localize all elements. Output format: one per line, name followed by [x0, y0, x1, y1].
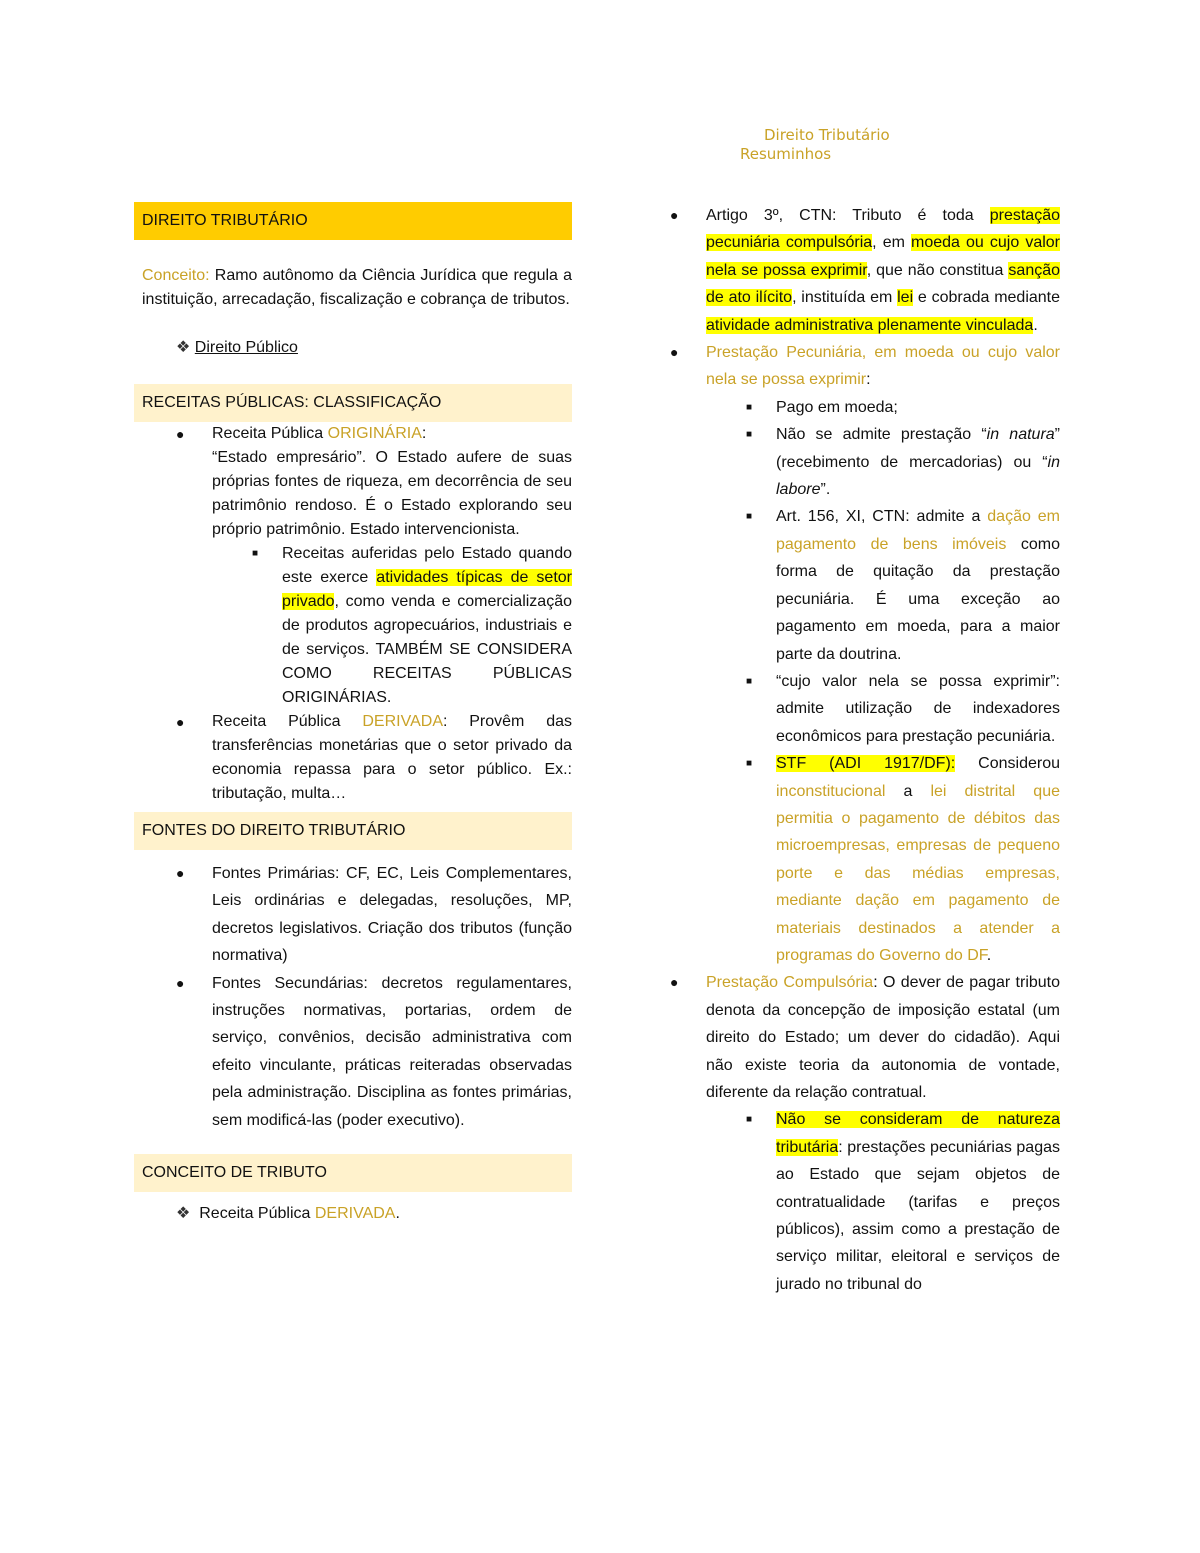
- page-header: [740, 126, 940, 164]
- bullet-icon: ●: [176, 714, 185, 730]
- highlight-atividades: atividades típicas de setor privado: [282, 569, 572, 610]
- bullet-icon: ●: [176, 426, 185, 442]
- sub-item-art-156: ■ Art. 156, XI, CTN: admite a dação em pagamento de bens imóveis como forma de quitação da prestação pecuniária. É uma exceção ao pagamento em moeda, para a maior parte da doutrina.: [776, 503, 1060, 667]
- list-item-originaria: ● Receita Pública ORIGINÁRIA: “Estado empresário”. O Estado aufere de suas próprias fontes de riqueza, em decorrência de seu patrimônio rendoso. É o Estado explorando seu próprio patrimônio. Estado intervencionista. ■ Receitas auferidas pelo Estado quando este exerce atividades típicas de setor privado, como venda e comercialização de produtos agropecuários, industriais e de serviços. TAMBÉM SE CONSIDERA COMO RECEITAS PÚBLICAS ORIGINÁRIAS.: [212, 422, 572, 710]
- bullet-icon: ●: [670, 344, 679, 361]
- list-item-fontes-secundarias: ● Fontes Secundárias: decretos regulamentares, instruções normativas, portarias, ordem de serviço, convênios, decisão administrativa com efeito vinculante, práticas reiteradas observadas pela administração. Disciplina as fontes primárias, sem modificá-las (poder executivo).: [212, 970, 572, 1134]
- square-bullet-icon: ■: [252, 548, 259, 559]
- sub-item-in-natura: ■ Não se admite prestação “in natura” (recebimento de mercadorias) ou “in labore”.: [776, 421, 1060, 503]
- bullet-icon: ●: [176, 974, 185, 991]
- bullet-icon: ●: [670, 974, 679, 991]
- conceito-label: Conceito:: [142, 267, 210, 284]
- list-item-derivada: ● Receita Pública DERIVADA: Provêm das transferências monetárias que o setor privado da economia repassa para o setor público. Ex.: tributação, multa…: [212, 710, 572, 806]
- sub-item-stf: ■ STF (ADI 1917/DF): Considerou inconstitucional a lei distrital que permitia o pagamento de débitos das microempresas, empresas de pequeno porte e das médias empresas, mediante dação em pagamento de materiais destinados a atender a programas do Governo do DF.: [776, 750, 1060, 969]
- derivada-word-2: DERIVADA: [314, 1205, 396, 1223]
- right-list: [670, 202, 1061, 1298]
- section-heading-direito-tributario: DIREITO TRIBUTÁRIO: [134, 202, 572, 240]
- sub-item-indexadores: ■ “cujo valor nela se possa exprimir”: admite utilização de indexadores econômicos para prestação pecuniária.: [776, 668, 1060, 750]
- conceito-text: Ramo autônomo da Ciência Jurídica que regula a instituição, arrecadação, fiscalização e cobrança de tributos.: [142, 267, 572, 308]
- derivada-word: DERIVADA: [362, 713, 443, 730]
- bullet-icon: ●: [670, 207, 679, 223]
- square-bullet-icon: ■: [746, 675, 753, 687]
- originaria-text: “Estado empresário”. O Estado aufere de suas próprias fontes de riqueza, em decorrência de seu patrimônio rendoso. É o Estado explorando seu próprio patrimônio. Estado intervencionista.: [212, 449, 572, 538]
- diamond-bullet-icon: ❖: [176, 1205, 191, 1223]
- square-bullet-icon: ■: [746, 1114, 753, 1126]
- section-heading-conceito-tributo: CONCEITO DE TRIBUTO: [134, 1154, 572, 1192]
- originaria-word: ORIGINÁRIA: [327, 425, 422, 442]
- direito-publico-item: [134, 336, 572, 360]
- square-bullet-icon: ■: [746, 758, 753, 770]
- list-item-prestacao-pecuniaria: ● Prestação Pecuniária, em moeda ou cujo valor nela se possa exprimir: ■ Pago em moeda; ■ Não se admite prestação “in natura” (recebimento de mercadorias) ou “in labore”. ■ Art. 156, XI, CTN: admite a dação em pagamento de bens imóveis como forma de quitação da prestação pecuniária. É uma exceção ao pagamento em moeda, para a maior parte da doutrina. ■ “cujo valor nela se possa exprimir”: admite utilização de indexadores econômicos para prestação pecuniária. ■ STF (ADI 1917/DF): Considerou inconstitucional a lei distrital que permitia o pagamento de débitos das microempresas, empresas de pequeno porte e das médias empresas, mediante dação em pagamento de materiais destinados a atender a programas do Governo do DF.: [706, 339, 1060, 969]
- left-column: [134, 202, 572, 1226]
- direito-publico-text: Direito Público: [194, 339, 298, 356]
- sub-item-natureza-tributaria: ■ Não se consideram de natureza tributária: prestações pecuniárias pagas ao Estado que sejam objetos de contratualidade (tarifas e preços públicos), assim como a prestação de serviço militar, eleitoral e serviços de jurado no tribunal do: [776, 1106, 1060, 1298]
- list-item-prestacao-compulsoria: ● Prestação Compulsória: O dever de pagar tributo denota da concepção de imposição estatal (um direito do Estado; um dever do cidadão). Aqui não existe teoria da autonomia de vontade, diferente da relação contratual. ■ Não se consideram de natureza tributária: prestações pecuniárias pagas ao Estado que sejam objetos de contratualidade (tarifas e preços públicos), assim como a prestação de serviço militar, eleitoral e serviços de jurado no tribunal do: [706, 969, 1060, 1298]
- square-bullet-icon: ■: [746, 429, 753, 441]
- diamond-bullet-icon: ❖: [176, 339, 191, 356]
- conceito-paragraph: [134, 264, 572, 312]
- list-item-artigo-3: ● Artigo 3º, CTN: Tributo é toda prestação pecuniária compulsória, em moeda ou cujo valor nela se possa exprimir, que não constitua sanção de ato ilícito, instituída em lei e cobrada mediante atividade administrativa plenamente vinculada.: [706, 202, 1060, 339]
- square-bullet-icon: ■: [746, 401, 753, 413]
- section-heading-fontes: FONTES DO DIREITO TRIBUTÁRIO: [134, 812, 572, 850]
- sub-item-pago-moeda: ■ Pago em moeda;: [776, 394, 1060, 421]
- list-item-originaria-sub: ■ Receitas auferidas pelo Estado quando este exerce atividades típicas de setor privado, como venda e comercialização de produtos agropecuários, industriais e de serviços. TAMBÉM SE CONSIDERA COMO RECEITAS PÚBLICAS ORIGINÁRIAS.: [282, 542, 572, 710]
- receitas-list: [176, 422, 572, 806]
- square-bullet-icon: ■: [746, 511, 753, 523]
- section-heading-receitas-publicas: RECEITAS PÚBLICAS: CLASSIFICAÇÃO: [134, 384, 572, 422]
- conceito-tributo-item: ❖ Receita Pública DERIVADA.: [176, 1205, 400, 1223]
- header-title: Direito Tributário: [764, 126, 890, 144]
- list-item-fontes-primarias: ● Fontes Primárias: CF, EC, Leis Complementares, Leis ordinárias e delegadas, resoluções, MP, decretos legislativos. Criação dos tributos (função normativa): [212, 860, 572, 970]
- header-subtitle: Resuminhos: [740, 145, 832, 163]
- bullet-icon: ●: [176, 865, 185, 881]
- fontes-list: [176, 860, 572, 1134]
- right-column: [668, 202, 1060, 1298]
